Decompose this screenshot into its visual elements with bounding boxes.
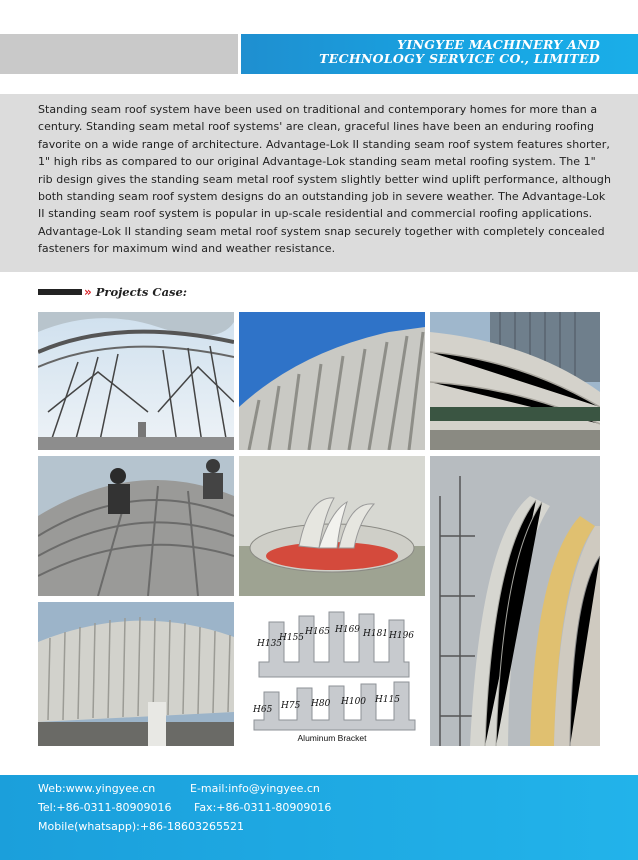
- photo-stadium-truss: [38, 312, 234, 450]
- bracket-label: H65: [253, 705, 273, 715]
- heading-bar: [38, 289, 82, 295]
- header-grey-block: [0, 34, 238, 74]
- photo-tall-curved-roof: [430, 456, 600, 746]
- photo-building-curve: [430, 312, 600, 450]
- bracket-label: H80: [311, 699, 331, 709]
- footer-fax: Fax:+86-0311-80909016: [194, 801, 332, 814]
- bracket-label: H75: [281, 701, 301, 711]
- bracket-label: H165: [305, 627, 331, 637]
- intro-panel: [0, 94, 638, 272]
- bracket-label: H135: [257, 639, 283, 649]
- bracket-label: H115: [375, 695, 401, 705]
- footer-mobile: Mobile(whatsapp):+86-18603265521: [38, 820, 244, 833]
- double-chevron-icon: »: [84, 285, 92, 299]
- company-name-line2: TECHNOLOGY SERVICE CO., LIMITED: [319, 51, 600, 66]
- bracket-caption: Aluminum Bracket: [297, 733, 367, 743]
- bracket-label: H169: [335, 625, 361, 635]
- contact-footer: [0, 775, 638, 860]
- photo-curved-ribs: [239, 312, 425, 450]
- footer-web: Web:www.yingyee.cn: [38, 782, 156, 795]
- bracket-label: H196: [389, 631, 415, 641]
- intro-text: Standing seam roof system have been used on traditional and contemporary homes for more than a century. Standing seam metal roof systems' are clean, graceful lines have been an enduring roofing favorite on a wide range of architecture. Advantage-Lok II standing seam roof system features shorter, 1" high ribs as compared to our original Advantage-Lok standing seam metal roofing system. The 1" rib design gives the standing seam metal roof system slightly better wind uplift performance, although both standing seam roof system designs do an outstanding job in severe weather. The Advantage-Lok II standing seam roof system is popular in up-scale residential and commercial roofing applications. Advantage-Lok II standing seam metal roof system snap securely together with completely concealed fasteners for maximum wind and weather resistance.: [38, 103, 611, 256]
- company-banner: [241, 34, 638, 74]
- bracket-label: H155: [279, 633, 305, 643]
- bracket-label: H181: [363, 629, 389, 639]
- projects-heading: [38, 285, 187, 299]
- photo-arched-roof: [38, 602, 234, 746]
- footer-email: E-mail:info@yingyee.cn: [190, 782, 320, 795]
- photo-stadium-aerial: [239, 456, 425, 596]
- company-name-line1: YINGYEE MACHINERY AND: [397, 37, 600, 52]
- photo-workers-roof: [38, 456, 234, 596]
- footer-tel: Tel:+86-0311-80909016: [38, 801, 172, 814]
- photo-aluminum-bracket: [239, 602, 425, 746]
- bracket-label: H100: [341, 697, 367, 707]
- projects-title: Projects Case:: [95, 285, 188, 299]
